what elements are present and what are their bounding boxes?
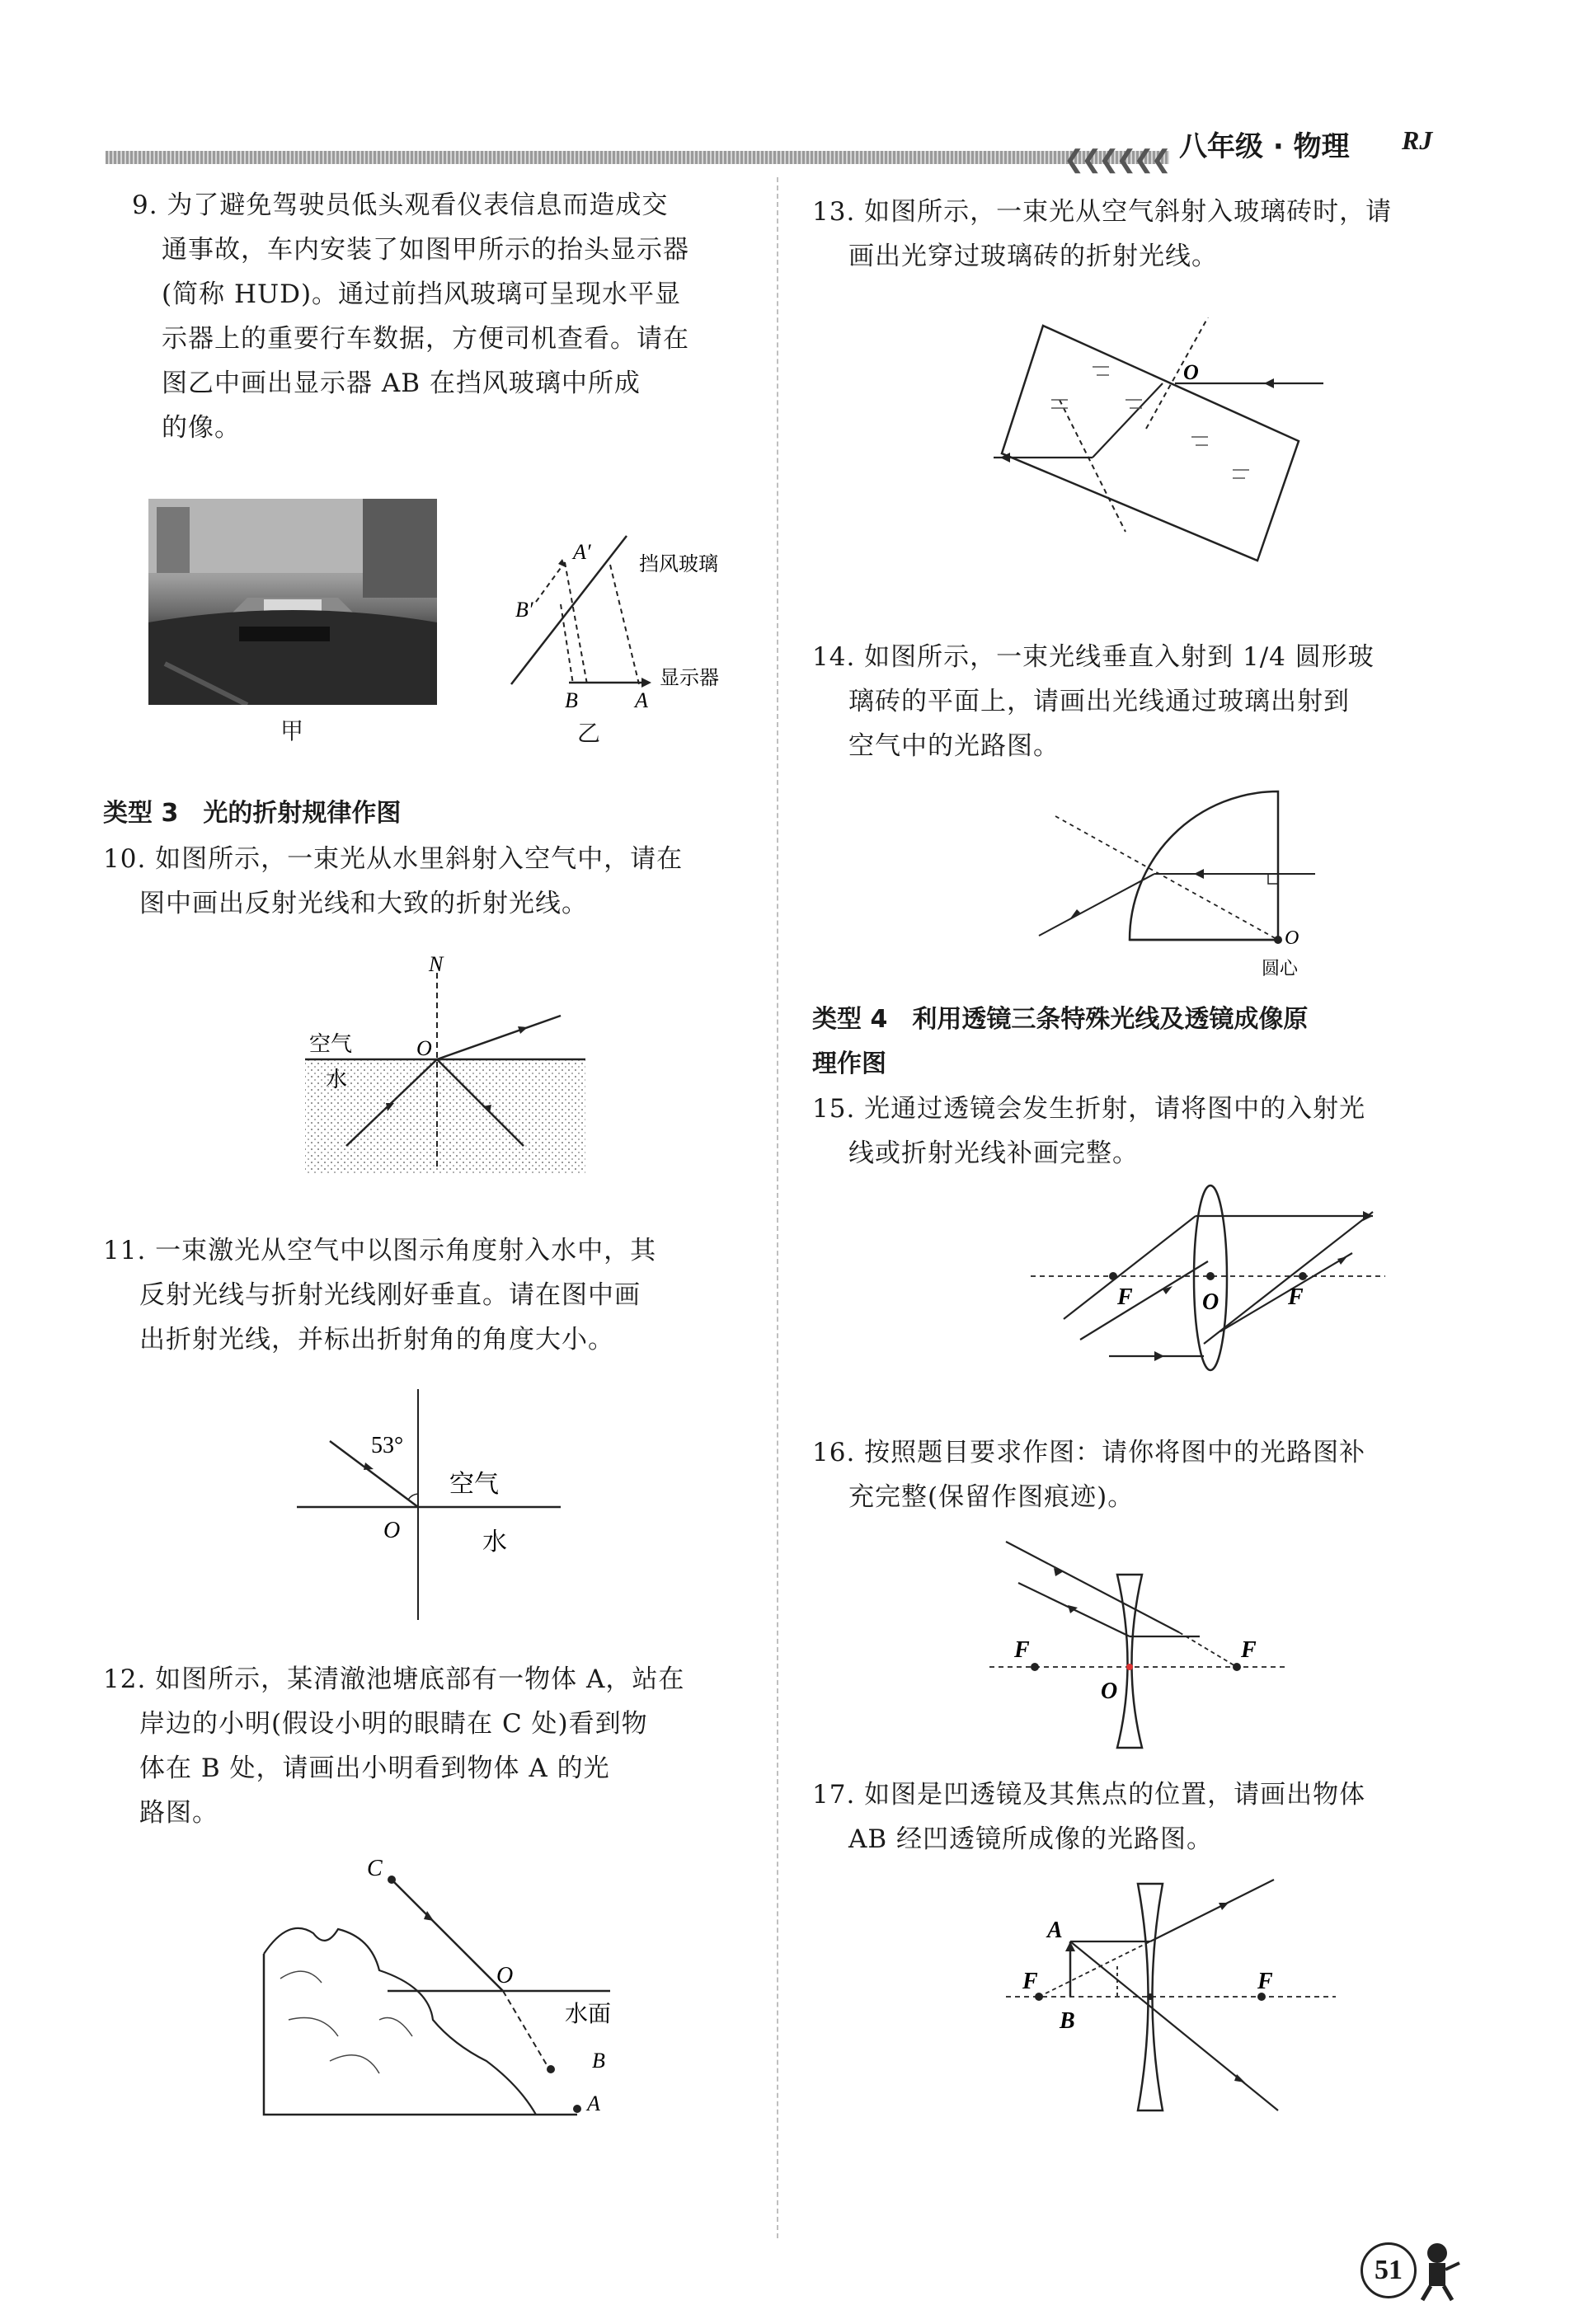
q12-label-surface: 水面	[565, 2000, 612, 2027]
q11-label-air: 空气	[449, 1470, 499, 1499]
q16-diagram	[989, 1533, 1286, 1756]
q10-diagram	[297, 956, 594, 1179]
q16-line-1: 16. 按照题目要求作图：请你将图中的光路图补	[812, 1438, 1366, 1467]
question-11	[103, 1228, 763, 1362]
q12-line-2: 岸边的小明(假设小明的眼睛在 C 处)看到物	[139, 1709, 648, 1739]
question-9	[132, 183, 759, 450]
section-type-3: 类型 3 光的折射规律作图	[103, 799, 402, 828]
q16-label-F2: F	[1241, 1637, 1257, 1663]
q13-normal-2	[1060, 400, 1126, 532]
q13-line-1: 13. 如图所示，一束光从空气斜射入玻璃砖时，请	[812, 197, 1393, 227]
q9-label-B-prime: B′	[515, 598, 533, 622]
q12-ray-CO	[392, 1880, 503, 1991]
q12-label-C: C	[367, 1856, 383, 1881]
q13-refracted	[1093, 383, 1163, 458]
q15-label-O: O	[1202, 1289, 1219, 1315]
q9-label-A: A	[635, 688, 648, 712]
header-grade-subject: 八年级 · 物理	[1179, 130, 1350, 163]
q17-diagram	[1006, 1871, 1336, 2119]
q17-line-1: 17. 如图是凹透镜及其焦点的位置，请画出物体	[812, 1780, 1366, 1810]
q11-line-3: 出折射光线，并标出折射角的角度大小。	[139, 1325, 614, 1354]
q16-concave-lens	[1117, 1575, 1142, 1748]
q15-label-F1: F	[1117, 1284, 1133, 1310]
q9-hud-photo	[148, 499, 437, 705]
mascot-icon	[1414, 2238, 1464, 2304]
page-number: 51	[1375, 2255, 1403, 2285]
q11-line-2: 反射光线与折射光线刚好垂直。请在图中画	[139, 1280, 641, 1310]
q12-bank-curve	[264, 1928, 536, 2115]
q9-line-4: 示器上的重要行车数据，方便司机查看。请在	[162, 324, 689, 354]
q15-line-1: 15. 光通过透镜会发生折射，请将图中的入射光	[812, 1094, 1366, 1124]
q14-line-2: 璃砖的平面上，请画出光线通过玻璃出射到	[848, 687, 1350, 716]
question-17	[812, 1772, 1472, 1862]
q14-label-O: O	[1285, 927, 1299, 949]
question-13	[812, 190, 1472, 279]
q14-diagram	[1031, 783, 1328, 985]
q12-line-4: 路图。	[139, 1798, 219, 1828]
q9-AB-arrow	[641, 678, 651, 688]
q14-label-center: 圆心	[1262, 959, 1299, 979]
q11-line-1: 11. 一束激光从空气中以图示角度射入水中，其	[103, 1236, 657, 1265]
q9-line-3: (简称 HUD)。通过前挡风玻璃可呈现水平显	[162, 279, 682, 309]
question-12	[103, 1657, 763, 1835]
q11-label-O: O	[383, 1518, 401, 1543]
question-15	[812, 1087, 1472, 1176]
q11-label-angle: 53°	[371, 1433, 404, 1458]
q13-line-2: 画出光穿过玻璃砖的折射光线。	[848, 242, 1218, 271]
q17-label-B: B	[1060, 2008, 1075, 2034]
q14-line-1: 14. 如图所示，一束光线垂直入射到 1/4 圆形玻	[812, 642, 1375, 672]
q13-diagram	[985, 317, 1332, 573]
q14-normal	[1055, 816, 1278, 940]
header-chevrons: ❮❮❮❮❮❮	[1064, 145, 1168, 174]
q9-label-display: 显示器	[660, 666, 719, 689]
q10-line-1: 10. 如图所示，一束光从水里斜射入空气中，请在	[103, 844, 684, 874]
q17-line-2: AB 经凹透镜所成像的光路图。	[848, 1824, 1214, 1854]
q14-line-3: 空气中的光路图。	[848, 731, 1060, 761]
q9-fig-a-caption: 甲	[280, 717, 304, 744]
q15-diagram	[1031, 1179, 1385, 1377]
q16-label-O: O	[1101, 1678, 1118, 1704]
q9-line-6: 的像。	[162, 413, 241, 443]
q12-line-3: 体在 B 处，请画出小明看到物体 A 的光	[139, 1754, 610, 1783]
q9-line-2: 通事故，车内安装了如图甲所示的抬头显示器	[162, 235, 689, 265]
section-type-4-line-2: 理作图	[812, 1049, 886, 1078]
question-16	[812, 1430, 1472, 1519]
page-number-badge	[1360, 2242, 1417, 2298]
q10-line-2: 图中画出反射光线和大致的折射光线。	[139, 889, 588, 918]
q10-label-air: 空气	[309, 1032, 353, 1057]
q10-label-O: O	[416, 1036, 432, 1060]
q15-label-F2: F	[1288, 1284, 1304, 1310]
q17-label-A: A	[1047, 1918, 1063, 1943]
q9-label-glass: 挡风玻璃	[639, 552, 718, 575]
q9-hud-photo-art	[148, 499, 437, 705]
q12-label-O: O	[496, 1963, 514, 1988]
header-edition: RJ	[1402, 125, 1433, 155]
q9-label-A-prime: A′	[573, 540, 591, 564]
q12-label-B: B	[592, 2049, 605, 2073]
q17-label-F2: F	[1257, 1969, 1273, 1994]
q12-dashed-OB	[503, 1991, 548, 2068]
q11-diagram	[293, 1385, 565, 1624]
question-10	[103, 837, 763, 926]
section-type-4	[812, 998, 1308, 1087]
q9-line-5: 图乙中画出显示器 AB 在挡风玻璃中所成	[162, 369, 641, 398]
q11-label-water: 水	[482, 1528, 507, 1556]
q9-windshield-diagram	[495, 519, 750, 717]
q12-label-A: A	[587, 2092, 600, 2115]
q13-label-O: O	[1183, 360, 1199, 384]
q9-fig-b-caption: 乙	[577, 720, 601, 747]
q13-glass-block	[1002, 326, 1299, 561]
column-divider	[777, 177, 778, 2238]
q12-diagram	[256, 1847, 635, 2127]
q10-label-N: N	[429, 956, 444, 976]
q16-line-2: 充完整(保留作图痕迹)。	[848, 1482, 1135, 1512]
section-type-4-line-1: 类型 4 利用透镜三条特殊光线及透镜成像原	[812, 1005, 1309, 1034]
question-14	[812, 635, 1472, 768]
q12-pond-outline	[264, 1954, 577, 2115]
q10-ray-air	[437, 1016, 561, 1059]
q9-dashed-2	[565, 562, 587, 684]
q16-label-F1: F	[1014, 1637, 1030, 1663]
header-rule	[106, 151, 1169, 164]
q15-line-2: 线或折射光线补画完整。	[848, 1139, 1139, 1168]
q12-line-1: 12. 如图所示，某清澈池塘底部有一物体 A，站在	[103, 1664, 685, 1694]
q9-line-1: 9. 为了避免驾驶员低头观看仪表信息而造成交	[132, 190, 669, 220]
q10-label-water: 水	[326, 1068, 348, 1092]
q9-dashed-1	[561, 604, 573, 684]
q17-label-F1: F	[1022, 1969, 1038, 1994]
q14-exit-ray	[1039, 874, 1154, 936]
q9-label-B: B	[565, 688, 578, 712]
q14-quarter-circle	[1130, 791, 1278, 940]
